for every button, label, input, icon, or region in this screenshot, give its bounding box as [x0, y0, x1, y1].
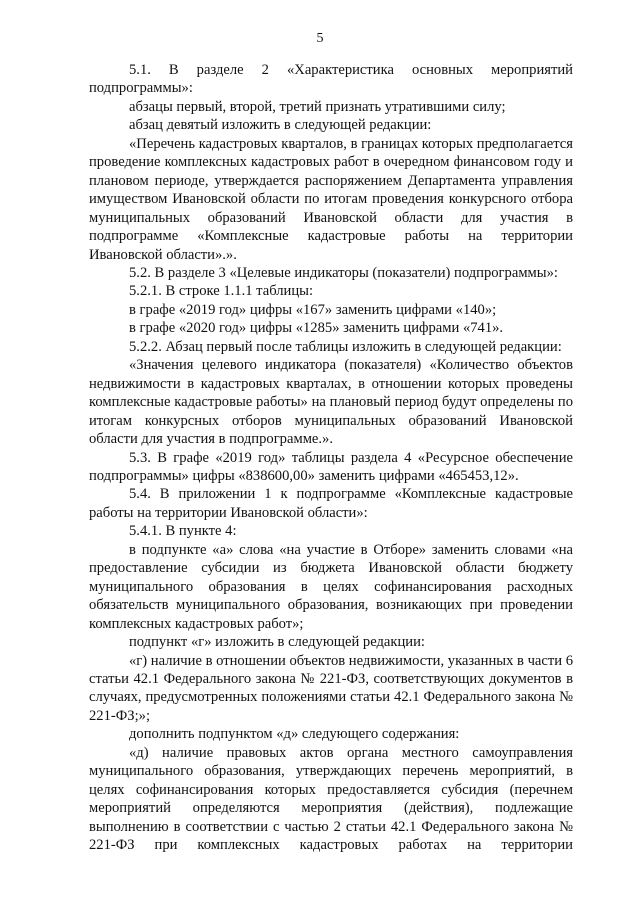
document-body [89, 61, 573, 854]
paragraph: «д) наличие правовых актов органа местного самоуправления муниципального образования, утверждающих перечень мероприятий, в целях софинансирования которых предоставляется субсидия (перечнем мероприятий определяются мероприятия (действия), подлежащие выполнению в соответствии с частью 2 статьи 42.1 Федерального закона № 221-ФЗ при комплексных кадастровых работах на территории [89, 744, 573, 854]
paragraph: абзацы первый, второй, третий признать утратившими силу; [129, 98, 506, 115]
page-number: 5 [316, 31, 324, 46]
paragraph: подпункт «г» изложить в следующей редакции: [129, 634, 425, 651]
paragraph: абзац девятый изложить в следующей редакции: [129, 117, 432, 134]
paragraph: 5.4. В приложении 1 к подпрограмме «Комплексные кадастровые работы на территории Ивановской области»: [89, 486, 573, 521]
paragraph: 5.3. В графе «2019 год» таблицы раздела 4 «Ресурсное обеспечение подпрограммы» цифры «838600,00» заменить цифрами «465453,12». [89, 449, 573, 484]
paragraph: «Значения целевого индикатора (показателя) «Количество объектов недвижимости в кадастровых кварталах, в отношении которых проведены комплексные кадастровые работы» на плановый период будут определены по итогам конкурсных отборов муниципальных образований Ивановской области для участия в подпрограмме.». [89, 357, 573, 448]
paragraph: в подпункте «а» слова «на участие в Отборе» заменить словами «на предоставление субсидии из бюджета Ивановской области бюджету муниципального образования в целях софинансирования расходных обязательств муниципального образования, возникающих при проведении комплексных кадастровых работ»; [89, 541, 573, 632]
paragraph: дополнить подпунктом «д» следующего содержания: [129, 726, 460, 743]
paragraph: 5.2.2. Абзац первый после таблицы изложить в следующей редакции: [129, 338, 562, 355]
paragraph: 5.1. В разделе 2 «Характеристика основных мероприятий подпрограммы»: [89, 62, 573, 97]
paragraph: 5.4.1. В пункте 4: [129, 523, 237, 540]
paragraph: в графе «2020 год» цифры «1285» заменить цифрами «741». [129, 320, 504, 337]
paragraph: в графе «2019 год» цифры «167» заменить цифрами «140»; [129, 301, 497, 318]
paragraph: 5.2.1. В строке 1.1.1 таблицы: [129, 283, 314, 300]
paragraph: «г) наличие в отношении объектов недвижимости, указанных в части 6 статьи 42.1 Федерального закона № 221-ФЗ, соответствующих документов в случаях, предусмотренных положениями статьи 42.1 Федерального закона № 221-ФЗ;»; [89, 652, 573, 724]
paragraph: 5.2. В разделе 3 «Целевые индикаторы (показатели) подпрограммы»: [129, 264, 558, 281]
paragraph: «Перечень кадастровых кварталов, в границах которых предполагается проведение комплексных кадастровых работ в очередном финансовом году и плановом периоде, утверждается распоряжением Департамента управления имуществом Ивановской области по итогам проведения конкурсного отбора муниципальных образований Ивановской области для участия в подпрограмме «Комплексные кадастровые работы на территории Ивановской области».». [89, 135, 573, 263]
